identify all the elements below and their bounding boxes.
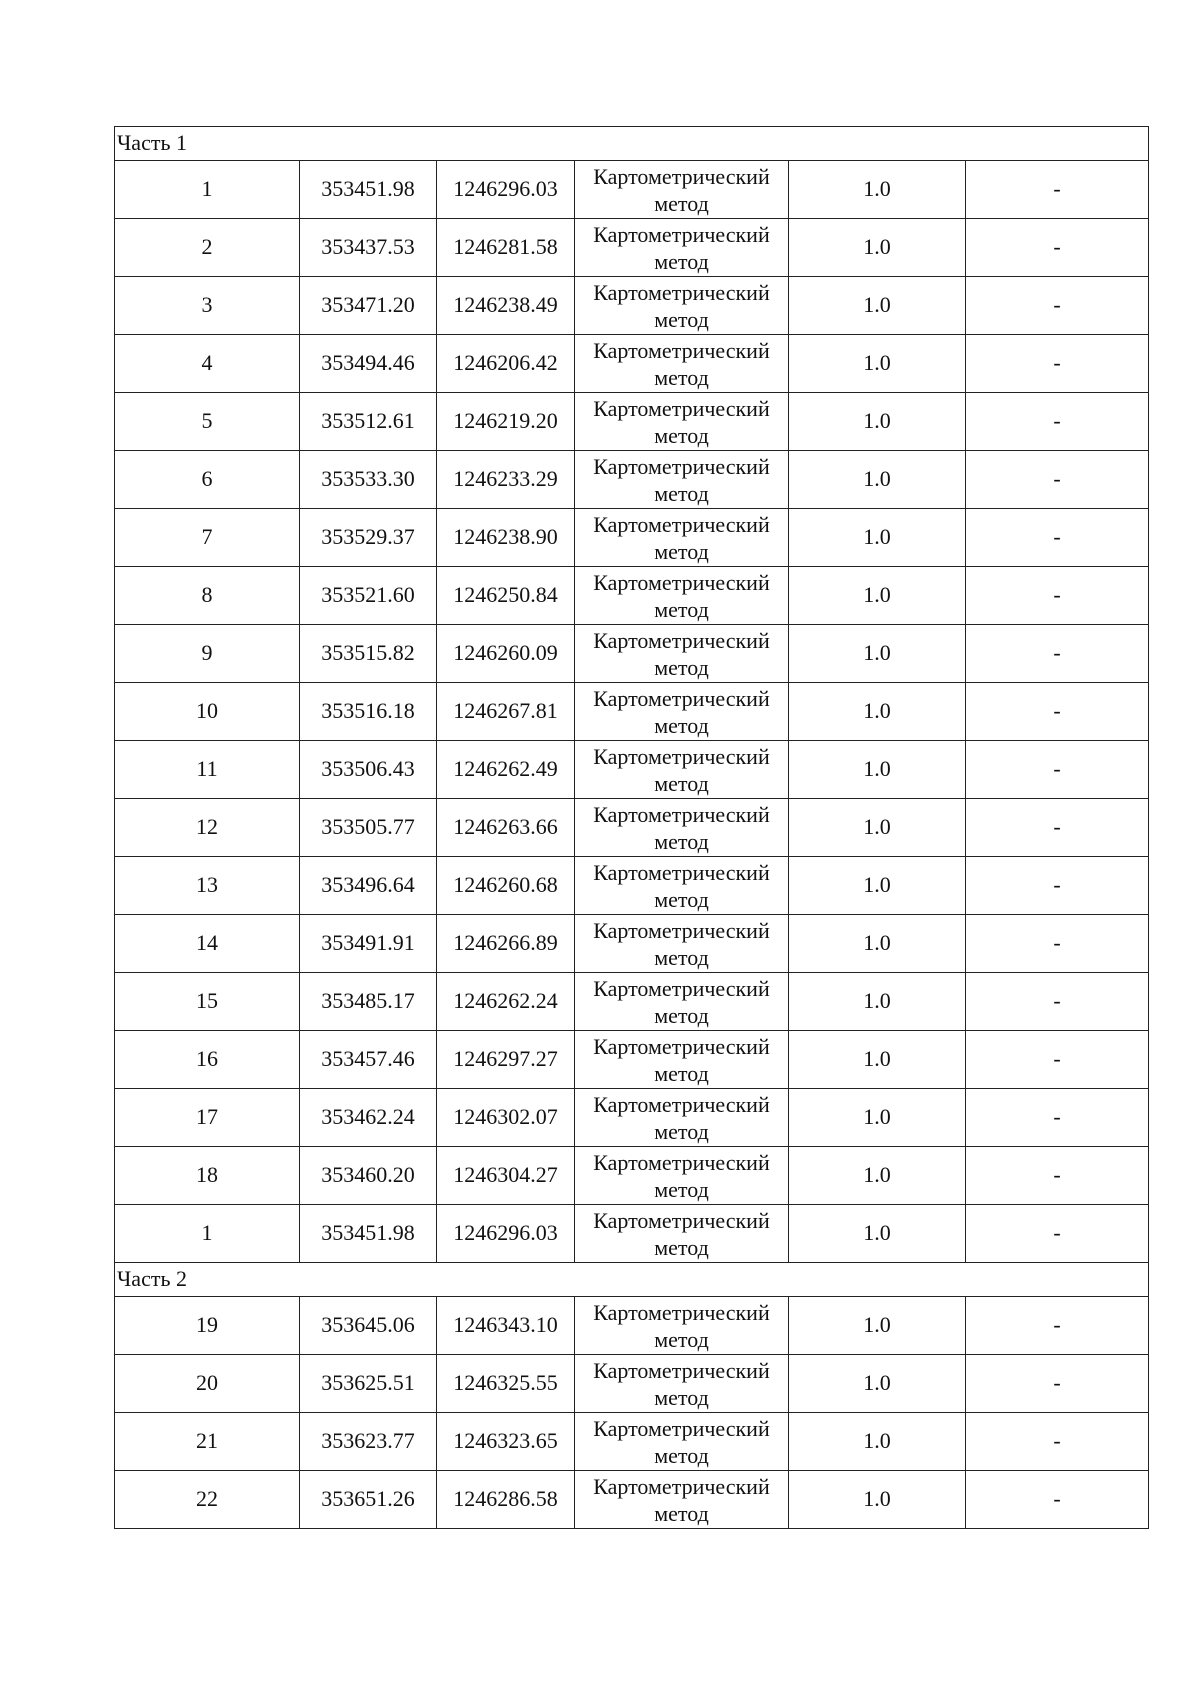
y-coordinate-cell: 1246206.42 (437, 335, 575, 393)
note-cell: - (966, 1147, 1149, 1205)
x-coordinate-cell: 353529.37 (300, 509, 437, 567)
accuracy-cell: 1.0 (789, 741, 966, 799)
accuracy-cell: 1.0 (789, 1471, 966, 1529)
note-cell: - (966, 973, 1149, 1031)
part-title: Часть 1 (115, 127, 1149, 161)
note-cell: - (966, 799, 1149, 857)
method-cell: Картометрический метод (575, 799, 789, 857)
method-cell: Картометрический метод (575, 1205, 789, 1263)
method-cell: Картометрический метод (575, 219, 789, 277)
y-coordinate-cell: 1246260.09 (437, 625, 575, 683)
method-cell: Картометрический метод (575, 915, 789, 973)
note-cell: - (966, 1089, 1149, 1147)
method-cell: Картометрический метод (575, 509, 789, 567)
point-number-cell: 10 (115, 683, 300, 741)
point-number-cell: 7 (115, 509, 300, 567)
table-row (115, 509, 1149, 567)
note-cell: - (966, 1413, 1149, 1471)
point-number-cell: 4 (115, 335, 300, 393)
point-number-cell: 9 (115, 625, 300, 683)
accuracy-cell: 1.0 (789, 393, 966, 451)
point-number-cell: 14 (115, 915, 300, 973)
table-row (115, 915, 1149, 973)
point-number-cell: 11 (115, 741, 300, 799)
x-coordinate-cell: 353505.77 (300, 799, 437, 857)
x-coordinate-cell: 353516.18 (300, 683, 437, 741)
y-coordinate-cell: 1246286.58 (437, 1471, 575, 1529)
note-cell: - (966, 161, 1149, 219)
method-cell: Картометрический метод (575, 393, 789, 451)
table-row (115, 393, 1149, 451)
table-row (115, 1471, 1149, 1529)
y-coordinate-cell: 1246219.20 (437, 393, 575, 451)
accuracy-cell: 1.0 (789, 567, 966, 625)
method-cell: Картометрический метод (575, 1147, 789, 1205)
y-coordinate-cell: 1246267.81 (437, 683, 575, 741)
y-coordinate-cell: 1246266.89 (437, 915, 575, 973)
table-row (115, 1089, 1149, 1147)
x-coordinate-cell: 353471.20 (300, 277, 437, 335)
x-coordinate-cell: 353457.46 (300, 1031, 437, 1089)
x-coordinate-cell: 353623.77 (300, 1413, 437, 1471)
x-coordinate-cell: 353506.43 (300, 741, 437, 799)
method-cell: Картометрический метод (575, 451, 789, 509)
accuracy-cell: 1.0 (789, 1205, 966, 1263)
x-coordinate-cell: 353533.30 (300, 451, 437, 509)
accuracy-cell: 1.0 (789, 509, 966, 567)
table-row (115, 1355, 1149, 1413)
accuracy-cell: 1.0 (789, 1355, 966, 1413)
point-number-cell: 13 (115, 857, 300, 915)
table-row (115, 161, 1149, 219)
x-coordinate-cell: 353462.24 (300, 1089, 437, 1147)
note-cell: - (966, 1297, 1149, 1355)
y-coordinate-cell: 1246297.27 (437, 1031, 575, 1089)
note-cell: - (966, 277, 1149, 335)
note-cell: - (966, 857, 1149, 915)
note-cell: - (966, 393, 1149, 451)
note-cell: - (966, 1471, 1149, 1529)
y-coordinate-cell: 1246233.29 (437, 451, 575, 509)
table-row (115, 1297, 1149, 1355)
method-cell: Картометрический метод (575, 1413, 789, 1471)
x-coordinate-cell: 353460.20 (300, 1147, 437, 1205)
point-number-cell: 18 (115, 1147, 300, 1205)
point-number-cell: 1 (115, 1205, 300, 1263)
method-cell: Картометрический метод (575, 335, 789, 393)
accuracy-cell: 1.0 (789, 625, 966, 683)
accuracy-cell: 1.0 (789, 915, 966, 973)
accuracy-cell: 1.0 (789, 1089, 966, 1147)
point-number-cell: 5 (115, 393, 300, 451)
y-coordinate-cell: 1246296.03 (437, 1205, 575, 1263)
point-number-cell: 16 (115, 1031, 300, 1089)
accuracy-cell: 1.0 (789, 451, 966, 509)
point-number-cell: 6 (115, 451, 300, 509)
x-coordinate-cell: 353451.98 (300, 161, 437, 219)
method-cell: Картометрический метод (575, 857, 789, 915)
y-coordinate-cell: 1246262.24 (437, 973, 575, 1031)
method-cell: Картометрический метод (575, 277, 789, 335)
y-coordinate-cell: 1246304.27 (437, 1147, 575, 1205)
table-row (115, 219, 1149, 277)
table-row (115, 973, 1149, 1031)
table-row (115, 277, 1149, 335)
note-cell: - (966, 567, 1149, 625)
note-cell: - (966, 1205, 1149, 1263)
note-cell: - (966, 741, 1149, 799)
method-cell: Картометрический метод (575, 1471, 789, 1529)
table-row (115, 335, 1149, 393)
method-cell: Картометрический метод (575, 161, 789, 219)
y-coordinate-cell: 1246250.84 (437, 567, 575, 625)
x-coordinate-cell: 353491.91 (300, 915, 437, 973)
method-cell: Картометрический метод (575, 1355, 789, 1413)
note-cell: - (966, 509, 1149, 567)
table-row (115, 683, 1149, 741)
x-coordinate-cell: 353494.46 (300, 335, 437, 393)
point-number-cell: 19 (115, 1297, 300, 1355)
x-coordinate-cell: 353521.60 (300, 567, 437, 625)
y-coordinate-cell: 1246296.03 (437, 161, 575, 219)
x-coordinate-cell: 353515.82 (300, 625, 437, 683)
y-coordinate-cell: 1246260.68 (437, 857, 575, 915)
y-coordinate-cell: 1246263.66 (437, 799, 575, 857)
table-row (115, 1413, 1149, 1471)
point-number-cell: 15 (115, 973, 300, 1031)
accuracy-cell: 1.0 (789, 1147, 966, 1205)
table-row (115, 451, 1149, 509)
x-coordinate-cell: 353645.06 (300, 1297, 437, 1355)
table-row (115, 857, 1149, 915)
method-cell: Картометрический метод (575, 1089, 789, 1147)
accuracy-cell: 1.0 (789, 277, 966, 335)
x-coordinate-cell: 353437.53 (300, 219, 437, 277)
y-coordinate-cell: 1246238.90 (437, 509, 575, 567)
note-cell: - (966, 451, 1149, 509)
accuracy-cell: 1.0 (789, 161, 966, 219)
part-header-row (115, 1263, 1149, 1297)
part-header-row (115, 127, 1149, 161)
table-row (115, 1031, 1149, 1089)
part-title: Часть 2 (115, 1263, 1149, 1297)
table-row (115, 1147, 1149, 1205)
note-cell: - (966, 1031, 1149, 1089)
table-row (115, 1205, 1149, 1263)
accuracy-cell: 1.0 (789, 683, 966, 741)
x-coordinate-cell: 353485.17 (300, 973, 437, 1031)
coordinates-table-body (115, 127, 1149, 1529)
y-coordinate-cell: 1246302.07 (437, 1089, 575, 1147)
table-row (115, 625, 1149, 683)
method-cell: Картометрический метод (575, 1297, 789, 1355)
note-cell: - (966, 219, 1149, 277)
method-cell: Картометрический метод (575, 625, 789, 683)
point-number-cell: 8 (115, 567, 300, 625)
accuracy-cell: 1.0 (789, 1297, 966, 1355)
accuracy-cell: 1.0 (789, 1031, 966, 1089)
method-cell: Картометрический метод (575, 683, 789, 741)
table-row (115, 799, 1149, 857)
x-coordinate-cell: 353625.51 (300, 1355, 437, 1413)
coordinates-table (114, 126, 1149, 1529)
accuracy-cell: 1.0 (789, 799, 966, 857)
point-number-cell: 17 (115, 1089, 300, 1147)
method-cell: Картометрический метод (575, 973, 789, 1031)
method-cell: Картометрический метод (575, 1031, 789, 1089)
y-coordinate-cell: 1246281.58 (437, 219, 575, 277)
point-number-cell: 21 (115, 1413, 300, 1471)
accuracy-cell: 1.0 (789, 219, 966, 277)
point-number-cell: 2 (115, 219, 300, 277)
x-coordinate-cell: 353451.98 (300, 1205, 437, 1263)
point-number-cell: 3 (115, 277, 300, 335)
accuracy-cell: 1.0 (789, 973, 966, 1031)
method-cell: Картометрический метод (575, 741, 789, 799)
note-cell: - (966, 1355, 1149, 1413)
table-row (115, 741, 1149, 799)
note-cell: - (966, 683, 1149, 741)
point-number-cell: 1 (115, 161, 300, 219)
note-cell: - (966, 915, 1149, 973)
method-cell: Картометрический метод (575, 567, 789, 625)
table-row (115, 567, 1149, 625)
y-coordinate-cell: 1246325.55 (437, 1355, 575, 1413)
x-coordinate-cell: 353651.26 (300, 1471, 437, 1529)
note-cell: - (966, 335, 1149, 393)
point-number-cell: 12 (115, 799, 300, 857)
point-number-cell: 22 (115, 1471, 300, 1529)
x-coordinate-cell: 353496.64 (300, 857, 437, 915)
accuracy-cell: 1.0 (789, 335, 966, 393)
accuracy-cell: 1.0 (789, 857, 966, 915)
accuracy-cell: 1.0 (789, 1413, 966, 1471)
y-coordinate-cell: 1246238.49 (437, 277, 575, 335)
y-coordinate-cell: 1246262.49 (437, 741, 575, 799)
note-cell: - (966, 625, 1149, 683)
point-number-cell: 20 (115, 1355, 300, 1413)
y-coordinate-cell: 1246323.65 (437, 1413, 575, 1471)
y-coordinate-cell: 1246343.10 (437, 1297, 575, 1355)
x-coordinate-cell: 353512.61 (300, 393, 437, 451)
